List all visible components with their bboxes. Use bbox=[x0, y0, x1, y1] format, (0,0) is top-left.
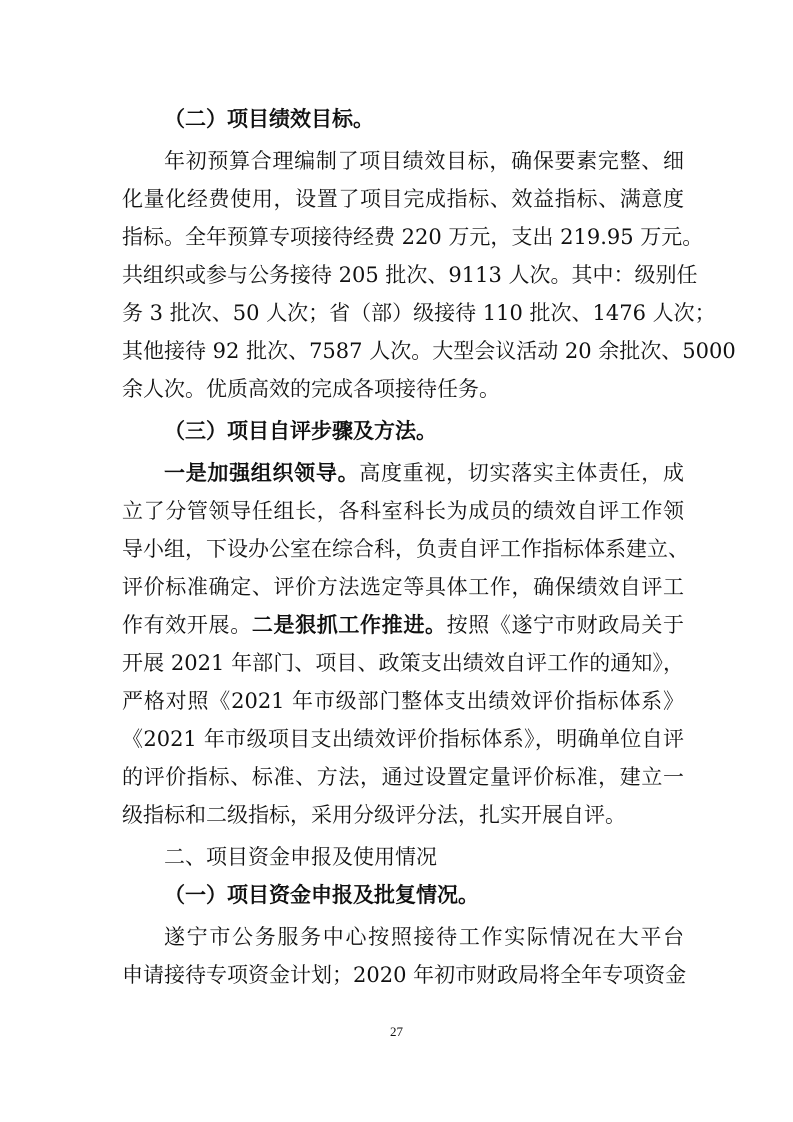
paragraph-line: 务 3 批次、50 人次；省（部）级接待 110 批次、1476 人次； bbox=[122, 301, 716, 325]
paragraph-text: 按照《遂宁市财政局关于 bbox=[446, 613, 685, 637]
paragraph-line: 开展 2021 年部门、项目、政策支出绩效自评工作的通知》， bbox=[122, 651, 684, 675]
section-title: 二、项目资金申报及使用情况 bbox=[164, 845, 437, 869]
paragraph-line: 的评价指标、标准、方法，通过设置定量评价标准，建立一 bbox=[122, 765, 684, 789]
paragraph-line: 评价标准确定、评价方法选定等具体工作，确保绩效自评工 bbox=[122, 575, 684, 599]
page-number: 27 bbox=[390, 1024, 403, 1039]
paragraph-line bbox=[122, 610, 684, 640]
heading-self-evaluation: （三）项目自评步骤及方法。 bbox=[164, 419, 437, 443]
paragraph-line: 严格对照《2021 年市级部门整体支出绩效评价指标体系》 bbox=[122, 689, 684, 713]
heading-fund-application: （一）项目资金申报及批复情况。 bbox=[164, 883, 479, 907]
paragraph-line: 导小组，下设办公室在综合科，负责自评工作指标体系建立、 bbox=[122, 537, 689, 561]
paragraph-line: 级指标和二级指标，采用分级评分法，扎实开展自评。 bbox=[122, 803, 626, 827]
paragraph-text: 作有效开展。 bbox=[122, 613, 252, 637]
bold-lead-text: 一是加强组织领导。 bbox=[164, 461, 360, 485]
paragraph-line: 其他接待 92 批次、7587 人次。大型会议活动 20 余批次、5000 bbox=[122, 339, 736, 363]
paragraph-line: 余人次。优质高效的完成各项接待任务。 bbox=[122, 377, 500, 401]
paragraph-line: 遂宁市公务服务中心按照接待工作实际情况在大平台 bbox=[164, 925, 684, 949]
paragraph-line: 化量化经费使用，设置了项目完成指标、效益指标、满意度 bbox=[122, 187, 684, 211]
paragraph-line: 共组织或参与公务接待 205 批次、9113 人次。其中：级别任 bbox=[122, 263, 698, 287]
paragraph-line: 《2021 年市级项目支出绩效评价指标体系》，明确单位自评 bbox=[122, 727, 684, 751]
bold-lead-text: 二是狠抓工作推进。 bbox=[251, 613, 447, 637]
paragraph-line: 年初预算合理编制了项目绩效目标，确保要素完整、细 bbox=[164, 149, 684, 173]
paragraph-line: 申请接待专项资金计划；2020 年初市财政局将全年专项资金 bbox=[122, 963, 687, 987]
paragraph-line bbox=[164, 458, 684, 488]
heading-performance-goals: （二）项目绩效目标。 bbox=[164, 107, 374, 131]
paragraph-text: 高度重视，切实落实主体责任，成 bbox=[359, 461, 685, 485]
paragraph-line: 指标。全年预算专项接待经费 220 万元，支出 219.95 万元。 bbox=[122, 225, 704, 249]
paragraph-line: 立了分管领导任组长，各科室科长为成员的绩效自评工作领 bbox=[122, 499, 684, 523]
